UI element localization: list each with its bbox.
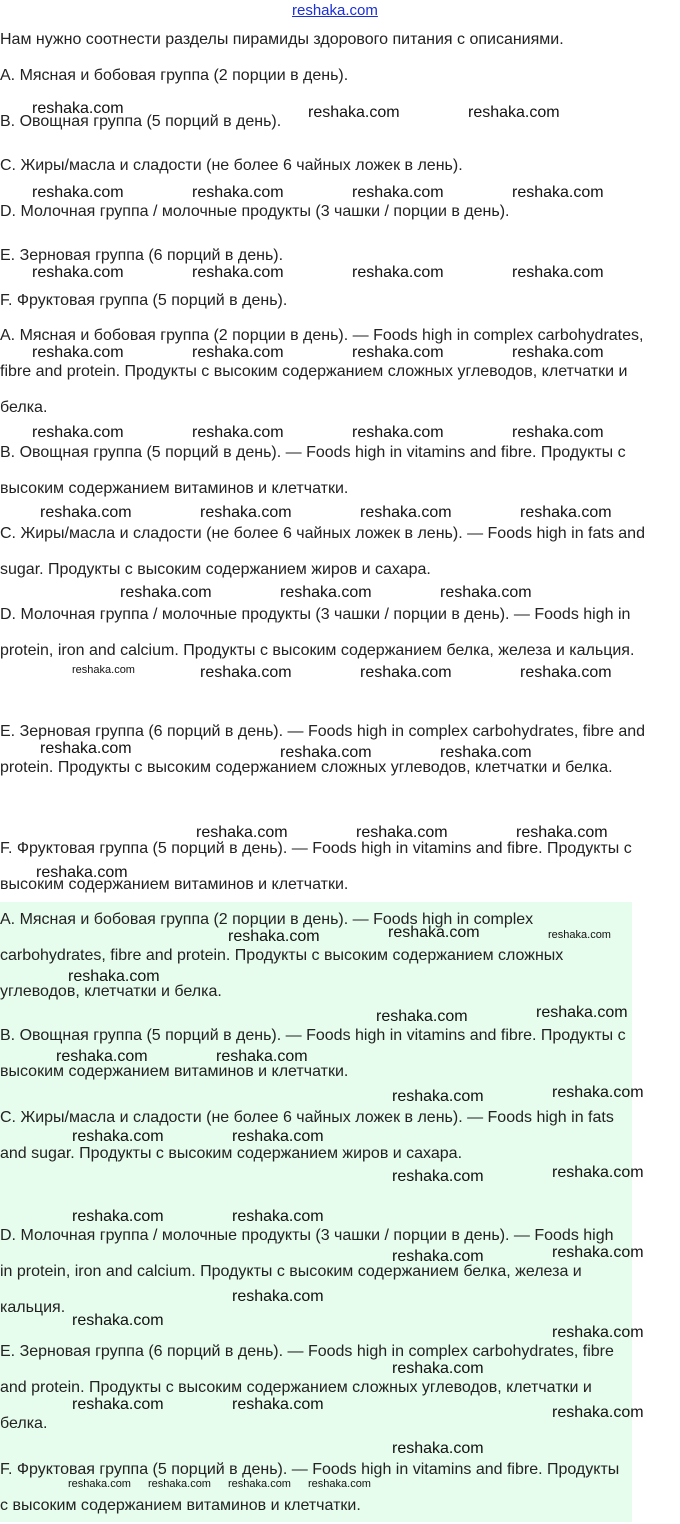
watermark: reshaka.com	[352, 264, 444, 281]
watermark: reshaka.com	[192, 344, 284, 361]
watermark: reshaka.com	[520, 504, 612, 521]
watermark: reshaka.com	[120, 584, 212, 601]
watermark: reshaka.com	[536, 1004, 628, 1021]
watermark: reshaka.com	[392, 1440, 484, 1457]
section-b: B. Овощная группа (5 порций в день).	[0, 113, 282, 130]
task-text: Нам нужно соотнести разделы пирамиды здорового питания с описаниями.	[0, 31, 564, 48]
answer-d: D. Молочная группа / молочные продукты (3 чашки / порции в день). — Foods high in protein, iron and calcium. Продукты с высоким содержанием белка, железа и кальция.	[0, 606, 635, 659]
watermark: reshaka.com	[360, 504, 452, 521]
watermark: reshaka.com	[308, 104, 400, 121]
watermark: reshaka.com	[388, 924, 480, 941]
watermark: reshaka.com	[376, 1008, 468, 1025]
watermark: reshaka.com	[216, 1048, 308, 1065]
watermark: reshaka.com	[440, 584, 532, 601]
watermark: reshaka.com	[308, 1478, 371, 1490]
watermark: reshaka.com	[552, 1164, 644, 1181]
site-link[interactable]: reshaka.com	[292, 2, 378, 19]
watermark: reshaka.com	[232, 1128, 324, 1145]
watermark: reshaka.com	[196, 824, 288, 841]
watermark: reshaka.com	[468, 104, 560, 121]
watermark: reshaka.com	[192, 184, 284, 201]
section-f: F. Фруктовая группа (5 порций в день).	[0, 292, 288, 309]
section-a: A. Мясная и бобовая группа (2 порции в день).	[0, 67, 349, 84]
watermark: reshaka.com	[32, 184, 124, 201]
answer-f: F. Фруктовая группа (5 порций в день). — Foods high in vitamins and fibre. Продукты с высоким содержанием витаминов и клетчатки.	[0, 840, 632, 893]
watermark: reshaka.com	[392, 1088, 484, 1105]
watermark: reshaka.com	[392, 1360, 484, 1377]
watermark: reshaka.com	[68, 968, 160, 985]
watermark: reshaka.com	[352, 424, 444, 441]
section-d: D. Молочная группа / молочные продукты (3 чашки / порции в день).	[0, 203, 510, 220]
watermark: reshaka.com	[72, 1396, 164, 1413]
answer-highlight-box	[0, 902, 632, 1522]
watermark: reshaka.com	[40, 504, 132, 521]
watermark: reshaka.com	[520, 664, 612, 681]
watermark: reshaka.com	[512, 264, 604, 281]
answer-b-highlight: B. Овощная группа (5 порций в день). — Foods high in vitamins and fibre. Продукты с высоким содержанием витаминов и клетчатки.	[0, 1027, 626, 1080]
watermark: reshaka.com	[228, 928, 320, 945]
watermark: reshaka.com	[512, 184, 604, 201]
answer-a: A. Мясная и бобовая группа (2 порции в день). — Foods high in complex carbohydrates, fibre and protein. Продукты с высоким содержанием сложных углеводов, клетчатки и белка.	[0, 327, 644, 416]
watermark: reshaka.com	[392, 1248, 484, 1265]
watermark: reshaka.com	[32, 264, 124, 281]
watermark: reshaka.com	[360, 664, 452, 681]
watermark: reshaka.com	[72, 1208, 164, 1225]
watermark: reshaka.com	[72, 1312, 164, 1329]
watermark: reshaka.com	[552, 1084, 644, 1101]
watermark: reshaka.com	[192, 264, 284, 281]
watermark: reshaka.com	[72, 664, 135, 676]
answer-c-highlight: C. Жиры/масла и сладости (не более 6 чайных ложек в лень). — Foods high in fats and sugar. Продукты с высоким содержанием жиров и сахара.	[0, 1109, 614, 1162]
watermark: reshaka.com	[516, 824, 608, 841]
watermark: reshaka.com	[68, 1478, 131, 1490]
watermark: reshaka.com	[552, 1404, 644, 1421]
answer-e-highlight: E. Зерновая группа (6 порций в день). — Foods high in complex carbohydrates, fibre and protein. Продукты с высоким содержанием сложных углеводов, клетчатки и белка.	[0, 1343, 614, 1432]
watermark: reshaka.com	[280, 744, 372, 761]
watermark: reshaka.com	[56, 1048, 148, 1065]
watermark: reshaka.com	[548, 929, 611, 941]
watermark: reshaka.com	[36, 864, 128, 881]
watermark: reshaka.com	[440, 744, 532, 761]
answer-e: E. Зерновая группа (6 порций в день). — Foods high in complex carbohydrates, fibre and protein. Продукты с высоким содержанием сложных углеводов, клетчатки и белка.	[0, 723, 646, 776]
watermark: reshaka.com	[280, 584, 372, 601]
answer-a-highlight: A. Мясная и бобовая группа (2 порции в день). — Foods high in complex carbohydrates, fibre and protein. Продукты с высоким содержанием сложных углеводов, клетчатки и белка.	[0, 911, 564, 1000]
watermark: reshaka.com	[40, 740, 132, 757]
watermark: reshaka.com	[352, 344, 444, 361]
watermark: reshaka.com	[228, 1478, 291, 1490]
answer-c: C. Жиры/масла и сладости (не более 6 чайных ложек в лень). — Foods high in fats and sugar. Продукты с высоким содержанием жиров и сахара.	[0, 525, 645, 578]
watermark: reshaka.com	[32, 344, 124, 361]
section-c: C. Жиры/масла и сладости (не более 6 чайных ложек в лень).	[0, 157, 463, 174]
watermark: reshaka.com	[232, 1288, 324, 1305]
answer-b: B. Овощная группа (5 порций в день). — Foods high in vitamins and fibre. Продукты с высоким содержанием витаминов и клетчатки.	[0, 444, 626, 497]
watermark: reshaka.com	[356, 824, 448, 841]
watermark: reshaka.com	[232, 1396, 324, 1413]
watermark: reshaka.com	[552, 1324, 644, 1341]
watermark: reshaka.com	[512, 424, 604, 441]
section-e: E. Зерновая группа (6 порций в день).	[0, 247, 284, 264]
watermark: reshaka.com	[192, 424, 284, 441]
watermark: reshaka.com	[72, 1128, 164, 1145]
watermark: reshaka.com	[148, 1478, 211, 1490]
watermark: reshaka.com	[200, 664, 292, 681]
watermark: reshaka.com	[232, 1208, 324, 1225]
answer-d-highlight: D. Молочная группа / молочные продукты (3 чашки / порции в день). — Foods high in protein, iron and calcium. Продукты с высоким содержанием белка, железа и кальция.	[0, 1227, 614, 1316]
answer-f-highlight: F. Фруктовая группа (5 порций в день). — Foods high in vitamins and fibre. Продукты с высоким содержанием витаминов и клетчатки.	[0, 1461, 620, 1514]
watermark: reshaka.com	[352, 184, 444, 201]
watermark: reshaka.com	[552, 1244, 644, 1261]
watermark: reshaka.com	[32, 424, 124, 441]
watermark: reshaka.com	[32, 100, 124, 117]
watermark: reshaka.com	[392, 1168, 484, 1185]
watermark: reshaka.com	[512, 344, 604, 361]
watermark: reshaka.com	[200, 504, 292, 521]
